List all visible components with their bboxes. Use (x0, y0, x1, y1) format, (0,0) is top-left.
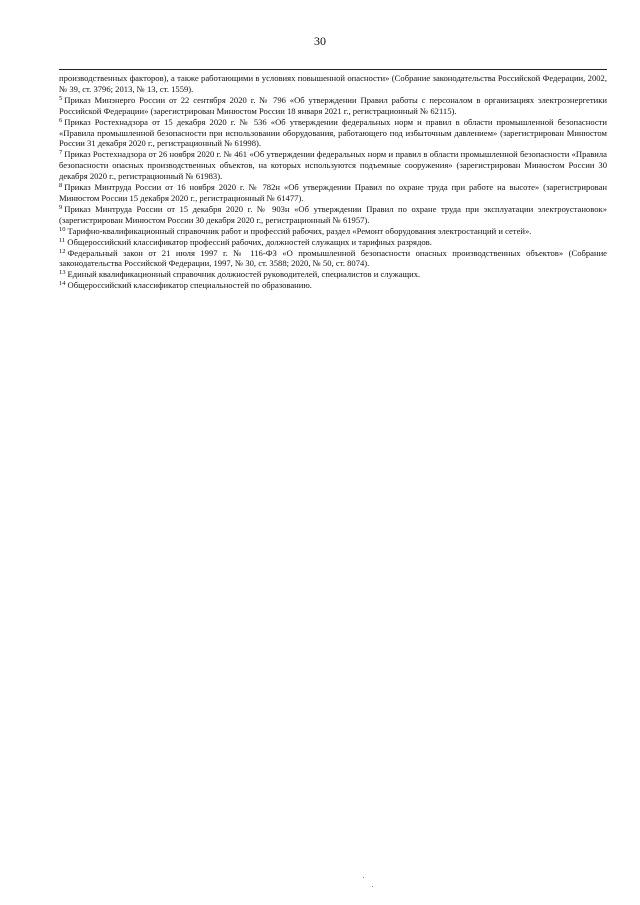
footnote-8 (59, 182, 607, 204)
footnote-5 (59, 95, 607, 117)
footnote-text: Приказ Минэнерго России от 22 сентября 2020 г. № 796 «Об утверждении Правил работы с персоналом в организациях электроэнергетики Российской Федерации» (зарегистрирован Минюстом России 18 января 2021 г., регистрационный № 62115). (59, 94, 607, 116)
footnote-mark: 6 (59, 116, 63, 124)
footnote-separator (59, 69, 607, 70)
footnote-text: Общероссийский классификатор специальностей по образованию. (67, 280, 312, 291)
scan-speck (363, 877, 364, 878)
footnote-continuation (59, 73, 607, 95)
page-number: 30 (314, 34, 326, 48)
footnote-mark: 9 (59, 203, 63, 211)
footnote-text: Приказ Минтруда России от 15 декабря 2020 г. № 903н «Об утверждении Правил по охране труда при эксплуатации электроустановок» (зарегистрирован Минюстом России 30 декабря 2020 г., регистрационный № 61957). (59, 203, 607, 225)
footnote-text: Федеральный закон от 21 июля 1997 г. № 116-ФЗ «О промышленной безопасности опасных производственных объектов» (Собрание законодательства Российской Федерации, 1997, № 30, ст. 3588; 2020, № 50, ст. 8074). (59, 247, 607, 269)
footnote-mark: 10 (59, 225, 66, 233)
footnote-13 (59, 269, 607, 280)
footnote-mark: 8 (59, 182, 63, 190)
footnote-12 (59, 248, 607, 270)
footnotes-block (59, 73, 607, 291)
footnote-text: Тарифно-квалификационный справочник работ и профессий рабочих, раздел «Ремонт оборудования электростанций и сетей». (67, 225, 532, 236)
footnote-mark: 11 (59, 236, 66, 244)
footnote-text: Приказ Ростехнадзора от 15 декабря 2020 г. № 536 «Об утверждении федеральных норм и правил в области промышленной безопасности «Правила промышленной безопасности при использовании оборудования, работающего под избыточным давлением» (зарегистрирован Минюстом России 31 декабря 2020 г., регистрационный № 61998). (59, 116, 607, 149)
footnote-6 (59, 117, 607, 150)
footnote-mark: 7 (59, 149, 63, 157)
footnote-text: Приказ Ростехнадзора от 26 ноября 2020 г. № 461 «Об утверждении федеральных норм и правил в области промышленной безопасности «Правила безопасности опасных производственных объектов, на которых используются подъемные сооружения» (зарегистрирован Минюстом России 30 декабря 2020 г., регистрационный № 61983). (59, 149, 607, 182)
footnote-mark: 14 (59, 280, 66, 288)
footnote-text: Приказ Минтруда России от 16 ноября 2020 г. № 782н «Об утверждении Правил по охране труда при работе на высоте» (зарегистрирован Минюстом России 15 декабря 2020 г., регистрационный № 61477). (59, 182, 607, 203)
footnote-text: производственных факторов), а также работающими в условиях повышенной опасности» (Собрание законодательства Российской Федерации, 2002, № 39, ст. 3796; 2013, № 13, ст. 1559). (59, 73, 607, 94)
footnote-14 (59, 280, 607, 291)
footnote-11 (59, 237, 607, 248)
footnote-9 (59, 204, 607, 226)
footnote-text: Общероссийский классификатор профессий рабочих, должностей служащих и тарифных разрядов. (67, 236, 432, 247)
footnote-10 (59, 226, 607, 237)
scan-speck (372, 886, 373, 887)
footnote-text: Единый квалификационный справочник должностей руководителей, специалистов и служащих. (67, 269, 421, 280)
footnote-mark: 5 (59, 94, 63, 102)
footnote-mark: 13 (59, 269, 66, 277)
footnote-7 (59, 149, 607, 182)
footnote-mark: 12 (59, 247, 66, 255)
